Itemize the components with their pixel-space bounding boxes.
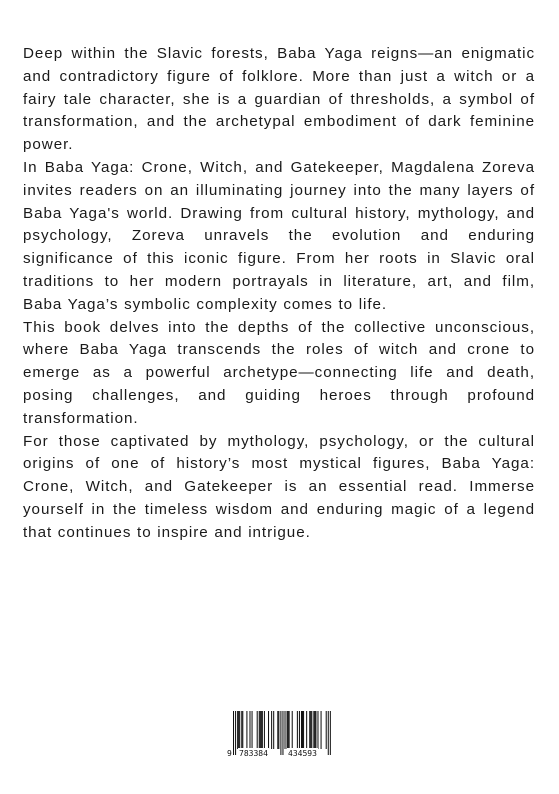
barcode-bar bbox=[288, 711, 289, 749]
barcode-first-digit: 9 bbox=[227, 749, 232, 758]
barcode-bar bbox=[261, 711, 262, 749]
barcode-bar bbox=[309, 711, 310, 749]
description-text bbox=[23, 43, 535, 545]
barcode-bar bbox=[249, 711, 250, 749]
barcode-bar bbox=[246, 711, 247, 749]
barcode-bar bbox=[287, 711, 288, 749]
barcode-bar bbox=[285, 711, 286, 749]
isbn-barcode bbox=[226, 711, 334, 761]
barcode-bar bbox=[271, 711, 272, 749]
barcode-bar bbox=[321, 711, 322, 749]
barcode-bar bbox=[268, 711, 269, 749]
paragraph-closing: For those captivated by mythology, psychology, or the cultural origins of one of history’s most mystical figures, Baba Yaga: Crone, Witch, and Gatekeeper is an essential read. Immerse yourself in the timeless wisdom and enduring magic of a legend that continues to inspire and intrigue. bbox=[23, 432, 535, 541]
barcode-bar bbox=[260, 711, 261, 749]
barcode-bar bbox=[238, 711, 239, 749]
paragraph-author: In Baba Yaga: Crone, Witch, and Gatekeeper, Magdalena Zoreva invites readers on an illuminating journey into the many layers of Baba Yaga's world. Drawing from cultural history, mythology, and psychology, Zoreva unravels the evolution and enduring significance of this iconic figure. From her roots in Slavic oral traditions to her modern portrayals in literature, art, and film, Baba Yaga’s symbolic complexity comes to life. bbox=[23, 158, 535, 313]
barcode-bar bbox=[277, 711, 278, 749]
barcode-bar bbox=[262, 711, 263, 749]
barcode-bar bbox=[311, 711, 312, 749]
barcode-bar bbox=[241, 711, 242, 749]
barcode-bar bbox=[314, 711, 315, 749]
barcode-bar bbox=[292, 711, 293, 749]
barcode-bar bbox=[264, 711, 265, 749]
barcode-bar bbox=[315, 711, 316, 749]
barcode-bar bbox=[317, 711, 318, 749]
paragraph-archetype: This book delves into the depths of the collective unconscious, where Baba Yaga transcends the roles of witch and crone to emerge as a powerful archetype—connecting life and death, posing challenges, and guiding heroes through profound transformation. bbox=[23, 318, 535, 427]
barcode-bar bbox=[289, 711, 290, 749]
barcode-digits bbox=[226, 748, 334, 760]
barcode-bar bbox=[301, 711, 302, 749]
barcode-bar bbox=[237, 711, 238, 749]
barcode-bar bbox=[326, 711, 327, 749]
barcode-bar bbox=[313, 711, 314, 749]
barcode-bar bbox=[273, 711, 274, 749]
barcode-bar bbox=[303, 711, 304, 749]
barcode-bar bbox=[242, 711, 243, 749]
barcode-bar bbox=[302, 711, 303, 749]
barcode-bar bbox=[297, 711, 298, 749]
paragraph-intro: Deep within the Slavic forests, Baba Yaga reigns—an enigmatic and contradictory figure of folklore. More than just a witch or a fairy tale character, she is a guardian of thresholds, a symbol of transformation, and the archetypal embodiment of dark feminine power. bbox=[23, 45, 535, 154]
barcode-bar bbox=[299, 711, 300, 749]
barcode-right-group: 434593 bbox=[288, 749, 317, 758]
barcode-left-group: 783384 bbox=[239, 749, 268, 758]
barcode-bar bbox=[252, 711, 253, 749]
barcode-bar bbox=[257, 711, 258, 749]
barcode-bar bbox=[259, 711, 260, 749]
barcode-bar bbox=[278, 711, 279, 749]
barcode-bar bbox=[310, 711, 311, 749]
barcode-bar bbox=[306, 711, 307, 749]
barcode-bar bbox=[239, 711, 240, 749]
